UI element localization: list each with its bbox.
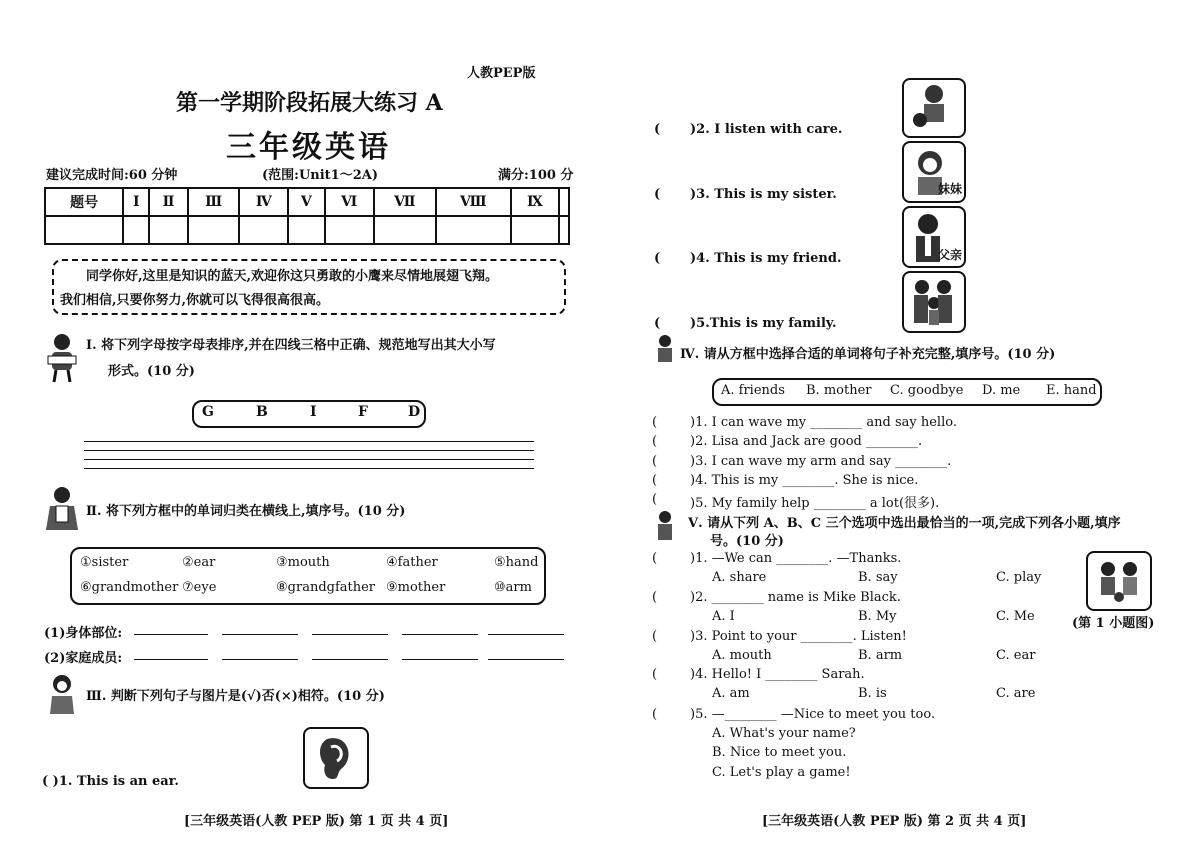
- q-paren[interactable]: (: [652, 434, 658, 449]
- section5-title: Ⅴ. 请从下列 A、B、C 三个选项中选出最恰当的一项,完成下列各小题,填序: [688, 516, 1121, 531]
- score-cell[interactable]: [123, 216, 149, 244]
- word-option: ⑩arm: [494, 580, 532, 595]
- choice-a: A. I: [712, 609, 735, 624]
- kid-girl-icon: [44, 674, 80, 720]
- word-option: ⑥grandmother: [80, 580, 179, 595]
- family-picture: [902, 271, 966, 333]
- answer-blank[interactable]: [312, 634, 388, 635]
- word-option: ①sister: [80, 555, 129, 570]
- word-option: ⑨mother: [386, 580, 446, 595]
- section3-q4: )4. This is my friend.: [690, 251, 842, 266]
- kid-small-icon-2: [654, 510, 676, 544]
- choice-b: B. is: [858, 686, 887, 701]
- kids-playing-picture: [1086, 551, 1152, 611]
- score-cell[interactable]: [149, 216, 188, 244]
- section5-q5-stem: )5. —________ —Nice to meet you too.: [690, 707, 936, 722]
- section2-title: Ⅱ. 将下列方框中的单词归类在横线上,填序号。(10 分): [86, 504, 406, 519]
- section5-q2-stem: )2. ________ name is Mike Black.: [690, 590, 901, 605]
- section5-title-cont: 号。(10 分): [710, 534, 784, 549]
- option-word: E. hand: [1046, 383, 1097, 398]
- choice-a: A. mouth: [712, 648, 772, 663]
- answer-blank[interactable]: [402, 634, 478, 635]
- answer-blank[interactable]: [222, 634, 298, 635]
- listen-picture: [902, 78, 966, 138]
- score-table: [44, 187, 570, 245]
- section4-q4: )4. This is my ________. She is nice.: [690, 473, 919, 488]
- word-option: ③mouth: [276, 555, 330, 570]
- choice-c: C. Me: [996, 609, 1035, 624]
- letter: I: [310, 404, 317, 420]
- q-paren[interactable]: (: [652, 415, 658, 430]
- q-paren[interactable]: (: [652, 473, 658, 488]
- score-cell[interactable]: [188, 216, 240, 244]
- score-cell[interactable]: [374, 216, 436, 244]
- score-header-cell: Ⅳ: [239, 188, 288, 216]
- q-paren[interactable]: (: [654, 122, 661, 137]
- choice-a: A. am: [712, 686, 750, 701]
- answer-blank[interactable]: [488, 634, 564, 635]
- time-label: 建议完成时间:60 分钟: [46, 168, 178, 183]
- score-header-cell: Ⅴ: [288, 188, 324, 216]
- score-cell[interactable]: [239, 216, 288, 244]
- family-label: (2)家庭成员:: [44, 651, 123, 666]
- intro-line-2: 我们相信,只要你努力,你就可以飞得很高很高。: [60, 293, 330, 308]
- choice-a: A. What's your name?: [712, 726, 856, 741]
- choice-b: B. Nice to meet you.: [712, 745, 847, 760]
- score-cell[interactable]: [559, 216, 569, 244]
- score-header-cell: Ⅰ: [123, 188, 149, 216]
- score-header-cell: Ⅱ: [149, 188, 188, 216]
- section3-q5: )5.This is my family.: [690, 316, 837, 331]
- word-option: ⑦eye: [182, 580, 217, 595]
- answer-blank[interactable]: [222, 659, 298, 660]
- score-header-cell: Ⅶ: [374, 188, 436, 216]
- page2-footer: [三年级英语(人教 PEP 版) 第 2 页 共 4 页]: [762, 814, 1027, 829]
- letter: G: [202, 404, 214, 420]
- section4-title: Ⅳ. 请从方框中选择合适的单词将句子补充完整,填序号。(10 分): [680, 347, 1056, 362]
- q-paren[interactable]: (: [652, 667, 658, 682]
- section5-q1-stem: )1. —We can ________. —Thanks.: [690, 551, 902, 566]
- section4-q3: )3. I can wave my arm and say ________.: [690, 454, 952, 469]
- q-paren[interactable]: (: [652, 551, 658, 566]
- section1-title: Ⅰ. 将下列字母按字母表排序,并在四线三格中正确、规范地写出其大小写: [86, 338, 496, 353]
- letter: B: [256, 404, 268, 420]
- q-paren[interactable]: (: [654, 316, 661, 331]
- choice-c: C. ear: [996, 648, 1036, 663]
- answer-blank[interactable]: [312, 659, 388, 660]
- section5-q3-stem: )3. Point to your ________. Listen!: [690, 629, 907, 644]
- option-word: D. me: [982, 383, 1021, 398]
- sister-label: 妹妹: [938, 182, 963, 196]
- ear-picture: [303, 727, 369, 789]
- answer-blank[interactable]: [134, 659, 208, 660]
- answer-blank[interactable]: [402, 659, 478, 660]
- section3-q3: )3. This is my sister.: [690, 187, 837, 202]
- word-option: ②ear: [182, 555, 216, 570]
- letters-box: [192, 400, 426, 428]
- score-cell[interactable]: [436, 216, 511, 244]
- letter: D: [408, 404, 421, 420]
- score-header-cell: [559, 188, 569, 216]
- father-label: 父亲: [938, 248, 963, 262]
- kid-reading-icon: [44, 332, 80, 384]
- section3-q2: )2. I listen with care.: [690, 122, 843, 137]
- exam-subtitle: 三年级英语: [226, 130, 391, 165]
- section3-title: Ⅲ. 判断下列句子与图片是(√)否(×)相符。(10 分): [86, 689, 385, 704]
- score-cell[interactable]: [511, 216, 559, 244]
- section1-title-cont: 形式。(10 分): [108, 364, 195, 379]
- intro-line-1: 同学你好,这里是知识的蓝天,欢迎你这只勇敢的小鹰来尽情地展翅飞翔。: [86, 269, 499, 284]
- kid-small-icon: [654, 334, 676, 366]
- letter: F: [358, 404, 368, 420]
- q-paren[interactable]: (: [652, 492, 658, 507]
- word-option: ④father: [386, 555, 438, 570]
- edition-label: 人教PEP版: [467, 66, 536, 81]
- page1-footer: [三年级英语(人教 PEP 版) 第 1 页 共 4 页]: [184, 814, 449, 829]
- section4-q1: )1. I can wave my ________ and say hello.: [690, 415, 957, 430]
- choice-b: B. My: [858, 609, 897, 624]
- q-paren[interactable]: (: [654, 251, 661, 266]
- choice-c: C. Let's play a game!: [712, 765, 851, 780]
- score-cell[interactable]: [45, 216, 123, 244]
- score-header-cell: Ⅲ: [188, 188, 240, 216]
- score-header-cell: 题号: [45, 188, 123, 216]
- section4-q2: )2. Lisa and Jack are good ________.: [690, 434, 923, 449]
- choice-b: B. arm: [858, 648, 903, 663]
- choice-a: A. share: [712, 570, 767, 585]
- section4-q5: )5. My family help ________ a lot(很多).: [690, 496, 940, 511]
- body-parts-label: (1)身体部位:: [44, 626, 123, 641]
- option-word: B. mother: [806, 383, 872, 398]
- word-option: ⑤hand: [494, 555, 539, 570]
- exam-title: 第一学期阶段拓展大练习 A: [176, 90, 443, 116]
- choice-c: C. play: [996, 570, 1042, 585]
- score-cell[interactable]: [325, 216, 374, 244]
- answer-blank[interactable]: [134, 634, 208, 635]
- q-paren[interactable]: (: [652, 707, 658, 722]
- score-header-cell: Ⅸ: [511, 188, 559, 216]
- choice-b: B. say: [858, 570, 898, 585]
- q-paren[interactable]: (: [652, 590, 658, 605]
- q-paren[interactable]: (: [652, 454, 658, 469]
- q-paren[interactable]: (: [654, 187, 661, 202]
- full-score-label: 满分:100 分: [498, 168, 574, 183]
- kid-cape-icon: [44, 486, 80, 534]
- figure-caption: (第 1 小题图): [1072, 616, 1155, 631]
- option-word: C. goodbye: [890, 383, 964, 398]
- choice-c: C. are: [996, 686, 1036, 701]
- answer-blank[interactable]: [488, 659, 564, 660]
- score-cell[interactable]: [288, 216, 324, 244]
- section5-q4-stem: )4. Hello! I ________ Sarah.: [690, 667, 865, 682]
- q-paren[interactable]: (: [652, 629, 658, 644]
- option-word: A. friends: [721, 383, 785, 398]
- score-header-cell: Ⅷ: [436, 188, 511, 216]
- section3-q1: ( )1. This is an ear.: [42, 774, 179, 789]
- score-header-cell: Ⅵ: [325, 188, 374, 216]
- range-label: (范围:Unit1～2A): [262, 168, 379, 183]
- word-option: ⑧grandgfather: [276, 580, 376, 595]
